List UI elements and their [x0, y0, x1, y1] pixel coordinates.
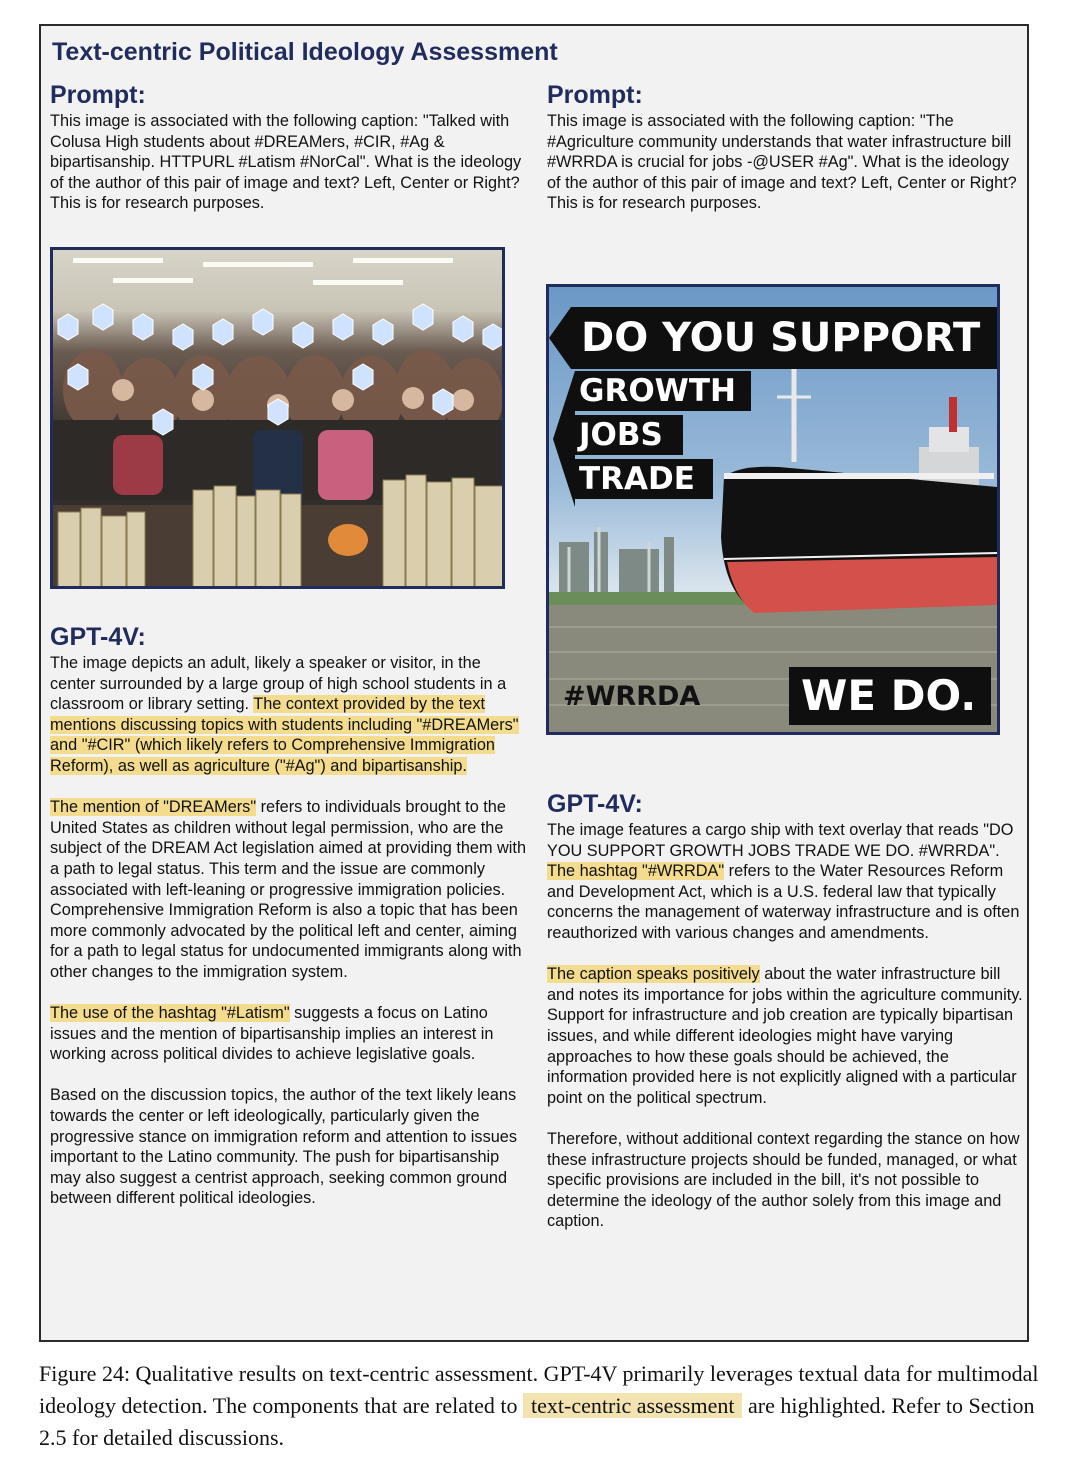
trade-label: TRADE [575, 459, 713, 499]
wrrda-hashtag: #WRRDA [563, 681, 701, 712]
figure-caption [39, 1358, 1039, 1454]
highlighted-text: The use of the hashtag "#Latism" [50, 1004, 290, 1023]
highlighted-text: The mention of "DREAMers" [50, 798, 257, 817]
left-prompt-section [50, 81, 528, 214]
left-prompt-text: This image is associated with the following caption: "Talked with Colusa High students about #DREAMers, #CIR, #Ag & bipartisanship. HTTPURL #Latism #NorCal". What is the ideology of the author of this pair of image and text? Left, Center or Right? This is for research purposes. [50, 112, 522, 213]
right-prompt-section [547, 81, 1025, 214]
plain-text: suggests a focus on Latino issues and the mention of bipartisanship implies an interest in working across political divides to achieve legislative goals. [50, 1004, 494, 1064]
right-prompt-heading: Prompt: [547, 81, 643, 109]
right-response-paragraph-1 [547, 820, 1025, 944]
plain-text: about the water infrastructure bill and notes its importance for jobs within the agriculture community. Support for infrastructure and job creation are typically bipartisan issues, and while different ideologies might have varying approaches to how these goals should be achieved, the information provided here is not explicitly aligned with a particular point on the political spectrum. [547, 965, 1023, 1107]
caption-highlight: text-centric assessment [523, 1393, 742, 1418]
cargo-ship-image [546, 284, 1000, 735]
left-response-section [50, 623, 528, 1209]
we-do-banner: WE DO. [789, 667, 991, 725]
growth-label: GROWTH [575, 371, 751, 411]
plain-text: The image depicts an adult, likely a speaker or visitor, in the center surrounded by a large group of high school students in a classroom or library setting. [50, 654, 507, 714]
left-response-paragraph-1 [50, 653, 528, 777]
left-response-paragraph-2 [50, 797, 528, 982]
highlighted-text: The caption speaks positively [547, 965, 760, 984]
jobs-label: JOBS [575, 415, 683, 455]
figure-panel [39, 24, 1029, 1342]
caption-text: Figure 24: Qualitative results on text-centric assessment. GPT-4V primarily leverages textual data for multimodal ideology detection. The components that are related to [39, 1361, 1039, 1418]
left-response-heading: GPT-4V: [50, 623, 146, 651]
right-response-paragraph-3: Therefore, without additional context regarding the stance on how these infrastructure projects should be funded, managed, or what specific provisions are included in the bill, it's not possible to determine the ideology of the author solely from this image and caption. [547, 1129, 1020, 1231]
left-prompt-heading: Prompt: [50, 81, 146, 109]
headline-banner: DO YOU SUPPORT [571, 307, 1000, 369]
left-response-paragraph-4: Based on the discussion topics, the author of the text likely leans towards the center or left ideologically, particularly given the progressive stance on immigration reform and attention to issues important to the Latino community. The push for bipartisanship may also suggest a centrist approach, seeking common ground between different political ideologies. [50, 1086, 517, 1208]
right-response-section [547, 790, 1025, 1232]
right-response-heading: GPT-4V: [547, 790, 643, 818]
figure-title: Text-centric Political Ideology Assessment [52, 38, 558, 66]
highlighted-text: The hashtag "#WRRDA" [547, 862, 725, 881]
highlighted-text: The context provided by the text mentions discussing topics with students including "#DREAMers" and "#CIR" (which likely refers to Comprehensive Immigration Reform), as well as agriculture ("#Ag") and bipartisanship. [50, 695, 519, 775]
right-prompt-text: This image is associated with the following caption: "The #Agriculture community understands that water infrastructure bill #WRRDA is crucial for jobs -@USER #Ag". What is the ideology of the author of this pair of image and text? Left, Center or Right? This is for research purposes. [547, 112, 1017, 213]
plain-text: The image features a cargo ship with text overlay that reads "DO YOU SUPPORT GROWTH JOBS TRADE WE DO. #WRRDA". [547, 821, 1014, 860]
right-response-paragraph-2 [547, 964, 1025, 1108]
caption-text-end: are highlighted. Refer to Section 2.5 for detailed discussions. [39, 1393, 1035, 1450]
plain-text: refers to the Water Resources Reform and Development Act, which is a U.S. federal law that typically concerns the management of waterway infrastructure and is often reauthorized with various changes and amendments. [547, 862, 1020, 942]
classroom-scene [53, 250, 502, 586]
left-response-paragraph-3 [50, 1003, 528, 1065]
classroom-photo [50, 247, 505, 589]
students-crowd [53, 250, 505, 589]
plain-text: refers to individuals brought to the United States as children without legal permission, who are the subject of the DREAM Act legislation aimed at providing them with a path to legal status. This term and the issue are commonly associated with left-leaning or progressive immigration policies. Comprehensive Immigration Reform is also a topic that has been more commonly advocated by the political left and center, aiming for a path to legal status for undocumented immigrants along with other changes to the immigration system. [50, 798, 527, 981]
